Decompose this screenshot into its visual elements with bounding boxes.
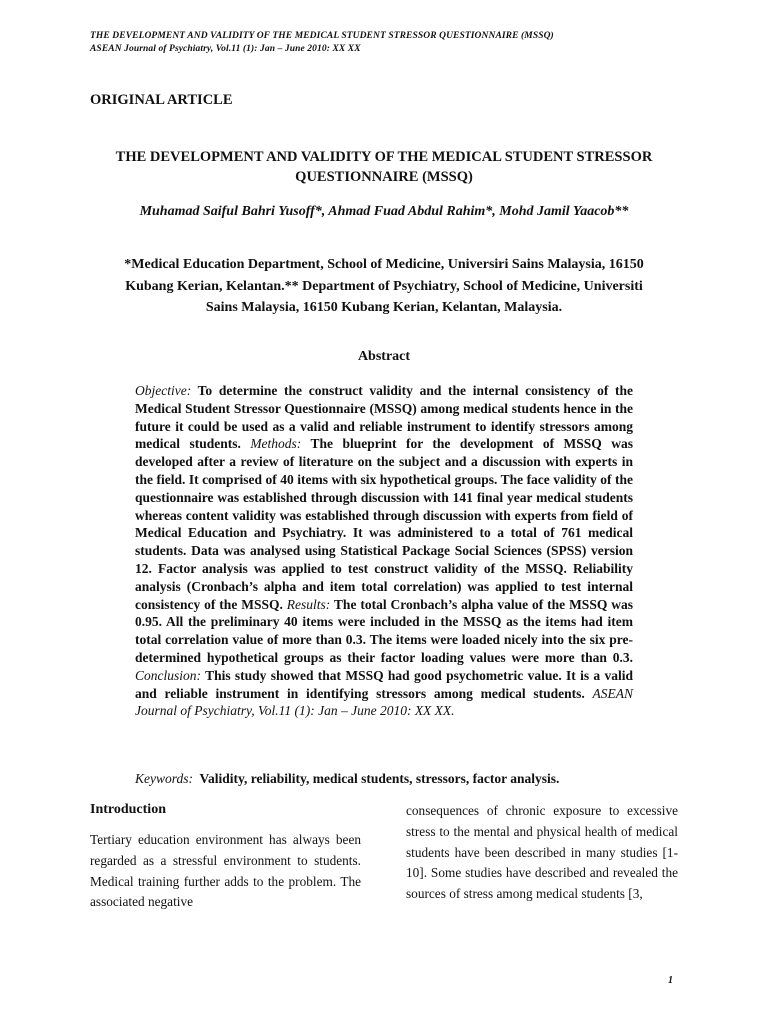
running-header-title: THE DEVELOPMENT AND VALIDITY OF THE MEDICAL STUDENT STRESSOR QUESTIONNAIRE (MSSQ) [90, 31, 554, 41]
author-affiliations: *Medical Education Department, School of Medicine, Universiri Sains Malaysia, 16150 Kubang Kerian, Kelantan.** Department of Psychiatry, School of Medicine, Universiti Sains Malaysia, 16150 Kubang Kerian, Kelantan, Malaysia. [124, 257, 644, 315]
methods-label: Methods: [250, 436, 302, 452]
conclusion-text: This study showed that MSSQ had good psychometric value. It is a valid and reliable instrument in identifying stressors among medical students. [135, 667, 633, 701]
abstract-heading: Abstract [357, 349, 411, 364]
article-type-label: ORIGINAL ARTICLE [90, 92, 233, 108]
body-column-left [90, 802, 361, 913]
keywords-text: Validity, reliability, medical students, stressors, factor analysis. [199, 771, 560, 786]
keywords-label: Keywords: [135, 771, 193, 786]
running-header-journal: ASEAN Journal of Psychiatry, Vol.11 (1): Jan – June 2010: XX XX [90, 44, 361, 54]
objective-text: To determine the construct validity and the internal consistency of the Medical Student Stressor Questionnaire (MSSQ) among medical students hence in the future it could be used as a valid and reliable instrument to identify stressors among medical students. [135, 383, 633, 452]
introduction-heading: Introduction [90, 802, 166, 817]
keywords [135, 771, 655, 787]
abstract-citation: ASEAN Journal of Psychiatry, Vol.11 (1): Jan – June 2010: XX XX. [135, 685, 633, 719]
abstract-body [135, 382, 633, 720]
article-title: THE DEVELOPMENT AND VALIDITY OF THE MEDICAL STUDENT STRESSOR QUESTIONNAIRE (MSSQ) [115, 149, 653, 185]
introduction-paragraph-right: consequences of chronic exposure to excessive stress to the mental and physical health of medical students have been described in many studies [1-10]. Some studies have described and revealed the sources of stress among medical students [3, [406, 803, 678, 902]
introduction-paragraph-left: Tertiary education environment has always been regarded as a stressful environment to students. Medical training further adds to the problem. The associated negative [90, 832, 361, 910]
body-column-right [406, 801, 678, 905]
results-label: Results: [286, 596, 331, 612]
objective-label: Objective: [135, 383, 192, 398]
results-text: The total Cronbach’s alpha value of the MSSQ was 0.95. All the preliminary 40 items were included in the MSSQ as the items had item total correlation value of more than 0.3. The items were loaded nicely into the six pre-determined hypothetical groups as their factor loading values were more than 0.3. [135, 596, 633, 665]
author-list: Muhamad Saiful Bahri Yusoff*, Ahmad Fuad Abdul Rahim*, Mohd Jamil Yaacob** [139, 204, 629, 219]
page-number: 1 [668, 975, 673, 986]
running-header [90, 30, 690, 56]
methods-text: The blueprint for the development of MSSQ was developed after a review of literature on the subject and a discussion with experts in the field. It comprised of 40 items with six hypothetical groups. The face validity of the questionnaire was established through discussion with 141 final year medical students whereas content validity was established through discussion with experts from field of Medical Education and Psychiatry. It was administered to a total of 761 medical students. Data was analysed using Statistical Package Social Sciences (SPSS) version 12. Factor analysis was applied to test construct validity of the MSSQ. Reliability analysis (Cronbach’s alpha and item total correlation) was applied to test internal consistency of the MSSQ. [135, 436, 633, 612]
conclusion-label: Conclusion: [135, 667, 201, 683]
